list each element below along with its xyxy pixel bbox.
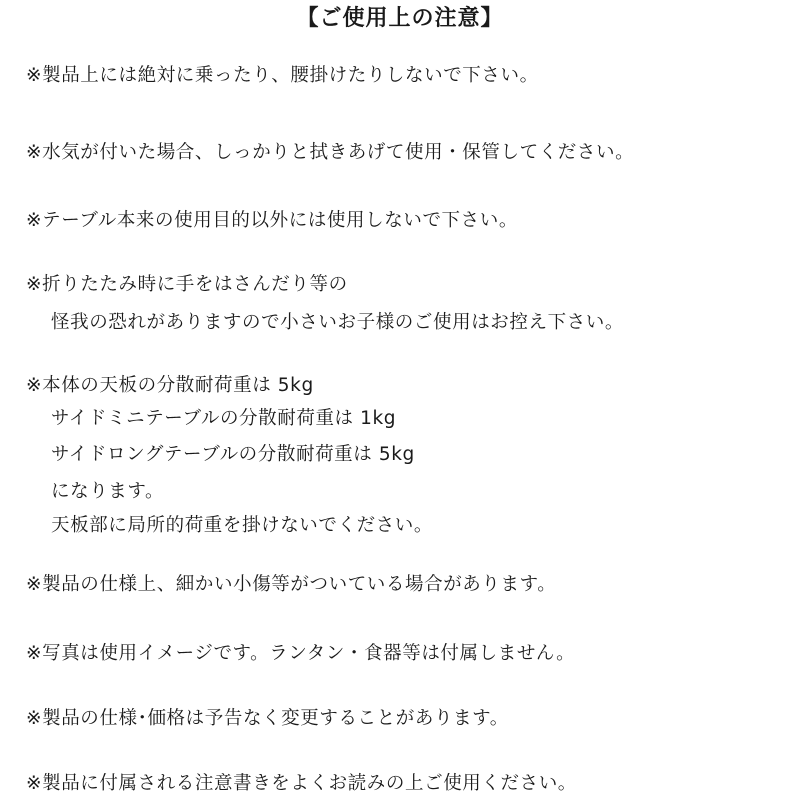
notice-folding-pinch: ※折りたたみ時に手をはさんだり等の bbox=[26, 274, 348, 295]
page-title: 【ご使用上の注意】 bbox=[296, 6, 504, 31]
notice-scratches: ※製品の仕様上、細かい小傷等がついている場合があります。 bbox=[26, 574, 557, 595]
notice-spec-change: ※製品の仕様･価格は予告なく変更することがあります。 bbox=[26, 708, 509, 729]
notice-folding-pinch-continued: 怪我の恐れがありますので小さいお子様のご使用はお控え下さい。 bbox=[51, 312, 625, 333]
notice-local-load: 天板部に局所的荷重を掛けないでください。 bbox=[51, 515, 434, 536]
notice-no-sitting: ※製品上には絶対に乗ったり、腰掛けたりしないで下さい。 bbox=[26, 65, 539, 86]
notice-photo-image: ※写真は使用イメージです。ランタン・食器等は付属しません。 bbox=[26, 643, 576, 664]
notice-load-side-long: サイドロングテーブルの分散耐荷重は 5kg bbox=[51, 444, 415, 465]
notice-load-conclusion: になります。 bbox=[51, 481, 165, 502]
notice-load-side-mini: サイドミニテーブルの分散耐荷重は 1kg bbox=[51, 408, 397, 429]
notice-moisture: ※水気が付いた場合、しっかりと拭きあげて使用・保管してください。 bbox=[26, 142, 635, 163]
notice-intended-use: ※テーブル本来の使用目的以外には使用しないで下さい。 bbox=[26, 210, 518, 231]
notice-load-main: ※本体の天板の分散耐荷重は 5kg bbox=[26, 375, 314, 396]
notice-read-instructions: ※製品に付属される注意書きをよくお読みの上ご使用ください。 bbox=[26, 773, 577, 794]
